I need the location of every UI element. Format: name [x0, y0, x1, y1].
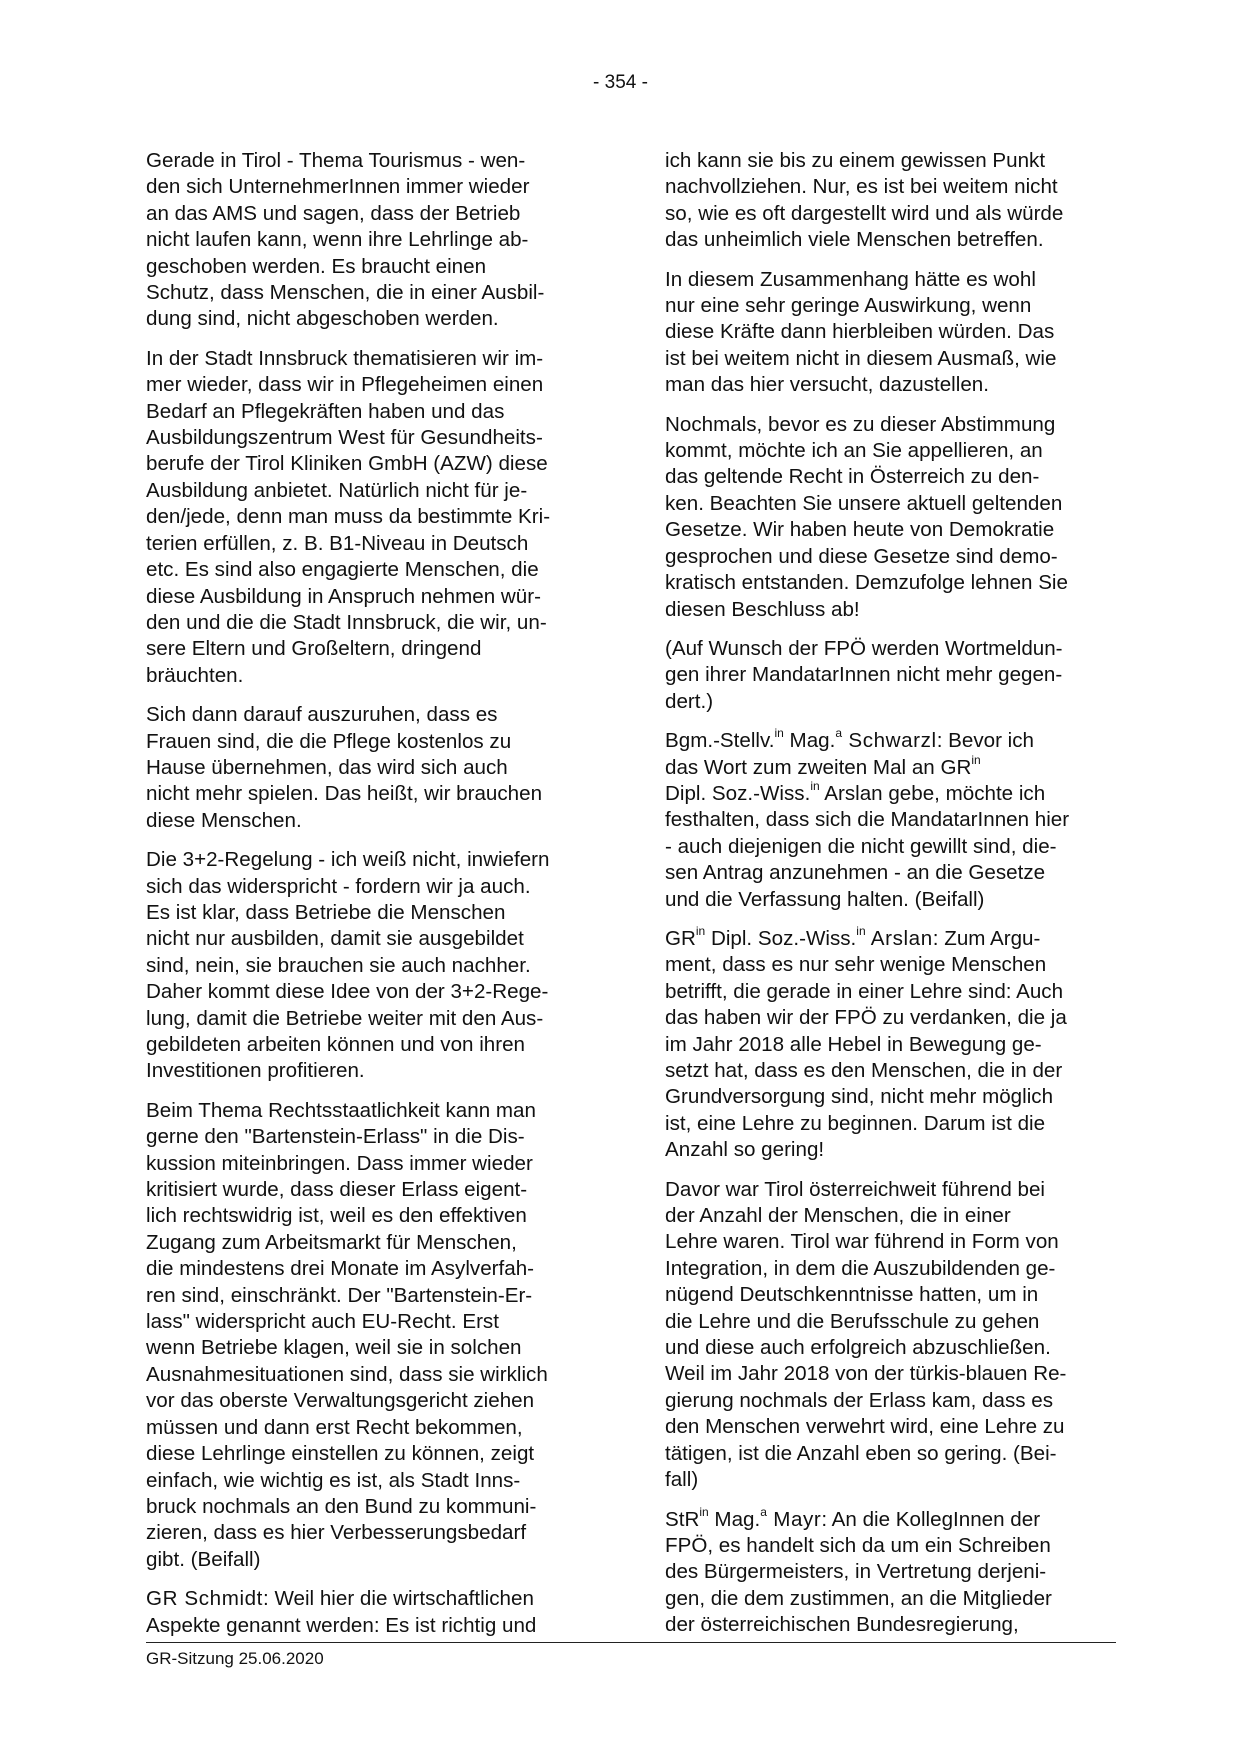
superscript: a	[835, 726, 843, 741]
superscript: in	[856, 924, 866, 939]
speaker-title: Mag.	[708, 1507, 761, 1531]
speaker-name: Mayr	[766, 1507, 822, 1531]
speech-text: : An die KollegInnen der FPÖ, es handelt sich da um ein Schreiben des Bürgermeisters, in Vertretung derjeni- gen, die dem zustimmen, an die Mitglieder der österreichischen Bundesregierung,	[665, 1507, 1052, 1637]
superscript: a	[760, 1504, 767, 1519]
speech-mayr	[665, 1504, 1115, 1639]
paragraph: Davor war Tirol österreichweit führend bei der Anzahl der Menschen, die in einer Lehre waren. Tirol war führend in Form von Integration, in dem die Auszubildenden ge- nügend Deutschkenntnisse hatten, um in die Lehre und die Berufsschule zu gehen und diese auch erfolgreich abzuschließen. Weil im Jahr 2018 von der türkis-blauen Re- gierung nochmals der Erlass kam, dass es den Menschen verwehrt wird, eine Lehre zu tätigen, ist die Anzahl eben so gering. (Bei- fall)	[665, 1177, 1067, 1492]
speech-text: : Bevor ich das Wort zum zweiten Mal an GR	[665, 729, 1034, 779]
speech-text: Dipl. Soz.-Wiss.	[665, 781, 811, 805]
paragraph: Nochmals, bevor es zu dieser Abstimmung kommt, möchte ich an Sie appellieren, an das geltende Recht in Österreich zu den- ken. Beachten Sie unsere aktuell geltenden Gesetze. Wir haben heute von Demokratie gesprochen und diese Gesetze sind demo- kratisch entstanden. Demzufolge lehnen Sie diesen Beschluss ab!	[665, 412, 1068, 621]
superscript: in	[699, 1504, 709, 1519]
footer-divider	[146, 1642, 1116, 1643]
speaker-title: Mag.	[783, 729, 836, 753]
paragraph: Gerade in Tirol - Thema Tourismus - wen- den sich UnternehmerInnen immer wieder an das AMS und sagen, dass der Betrieb nicht laufen kann, wenn ihre Lehrlinge ab- geschoben werden. Es braucht einen Schutz, dass Menschen, die in einer Ausbil- dung sind, nicht abgeschoben werden.	[146, 149, 545, 331]
superscript: in	[971, 752, 981, 767]
right-column	[665, 148, 1115, 1652]
speech-schwarzl	[665, 728, 1115, 913]
speaker-role: GR	[665, 926, 696, 950]
paragraph: In der Stadt Innsbruck thematisieren wir im- mer wieder, dass wir in Pflegeheimen einen Bedarf an Pflegekräften haben und das Ausbildungszentrum West für Gesundheits- berufe der Tirol Kliniken GmbH (AZW) diese Ausbildung anbietet. Natürlich nicht für je- den/jede, denn man muss da bestimmte Kri- terien erfüllen, z. B. B1-Niveau in Deutsch etc. Es sind also engagierte Menschen, die diese Ausbildung in Anspruch nehmen wür- den und die die Stadt Innsbruck, die wir, un- sere Eltern und Großeltern, dringend bräuchten.	[146, 346, 551, 687]
speech-text: : Zum Argu- ment, dass es nur sehr wenige Menschen betrifft, die gerade in einer Lehre sind: Auch das haben wir der FPÖ zu verdanken, die ja im Jahr 2018 alle Hebel in Bewegung ge- setzt hat, dass es den Menschen, die in der Grundversorgung sind, nicht mehr möglich ist, eine Lehre zu beginnen. Darum ist die Anzahl so gering!	[665, 926, 1067, 1162]
speaker-name: Schwarzl	[842, 729, 937, 753]
speech-text: : Weil hier die wirtschaftlichen Aspekte genannt werden: Es ist richtig und	[146, 1587, 537, 1637]
speaker-role: StR	[665, 1507, 700, 1531]
page-number: - 354 -	[593, 72, 648, 93]
paragraph: (Auf Wunsch der FPÖ werden Wortmeldun- gen ihrer MandatarInnen nicht mehr gegen- dert.)	[665, 636, 1063, 713]
speech-schmidt	[146, 1586, 596, 1639]
superscript: in	[695, 924, 706, 939]
paragraph: In diesem Zusammenhang hätte es wohl nur eine sehr geringe Auswirkung, wenn diese Kräfte dann hierbleiben würden. Das ist bei weitem nicht in diesem Ausmaß, wie man das hier versucht, dazustellen.	[665, 267, 1057, 397]
speech-arslan	[665, 926, 1115, 1164]
speaker-title: Dipl. Soz.-Wiss.	[705, 926, 857, 950]
footer-session-date: GR-Sitzung 25.06.2020	[146, 1649, 324, 1668]
speaker-name: Arslan	[865, 926, 933, 950]
speech-text: Arslan gebe, möchte ich festhalten, dass sich die MandatarInnen hier - auch diejenigen die nicht gewillt sind, die- sen Antrag anzunehmen - an die Gesetze und die Verfassung halten. (Beifall)	[665, 781, 1070, 911]
superscript: in	[774, 726, 784, 741]
paragraph: Sich dann darauf auszuruhen, dass es Frauen sind, die die Pflege kostenlos zu Hause übernehmen, das wird sich auch nicht mehr spielen. Das heißt, wir brauchen diese Menschen.	[146, 703, 543, 832]
paragraph: ich kann sie bis zu einem gewissen Punkt nachvollziehen. Nur, es ist bei weitem nicht so, wie es oft dargestellt wird und als würde das unheimlich viele Menschen betreffen.	[665, 149, 1064, 252]
paragraph: Beim Thema Rechtsstaatlichkeit kann man gerne den "Bartenstein-Erlass" in die Dis- kussion miteinbringen. Dass immer wieder kritisiert wurde, dass dieser Erlass eigent- lich rechtswidrig ist, weil es den effektiven Zugang zum Arbeitsmarkt für Menschen, die mindestens drei Monate im Asylverfah- ren sind, einschränkt. Der "Bartenstein-Er- lass" widerspricht auch EU-Recht. Erst wenn Betriebe klagen, weil sie in solchen Ausnahmesituationen sind, dass sie wirklich vor das oberste Verwaltungsgericht ziehen müssen und dann erst Recht bekommen, diese Lehrlinge einstellen zu können, zeigt einfach, wie wichtig es ist, als Stadt Inns- bruck nochmals an den Bund zu kommuni- zieren, dass es hier Verbesserungsbedarf gibt. (Beifall)	[146, 1098, 548, 1571]
left-column	[146, 148, 596, 1652]
superscript: in	[810, 779, 820, 794]
speaker-role: Bgm.-Stellv.	[665, 729, 775, 753]
speaker-name: GR Schmidt	[146, 1587, 264, 1611]
paragraph: Die 3+2-Regelung - ich weiß nicht, inwiefern sich das widerspricht - fordern wir ja auch. Es ist klar, dass Betriebe die Menschen nicht nur ausbilden, damit sie ausgebildet sind, nein, sie brauchen sie auch nachher. Daher kommt diese Idee von der 3+2-Rege- lung, damit die Betriebe weiter mit den Aus- gebildeten arbeiten können und von ihren Investitionen profitieren.	[146, 848, 550, 1083]
